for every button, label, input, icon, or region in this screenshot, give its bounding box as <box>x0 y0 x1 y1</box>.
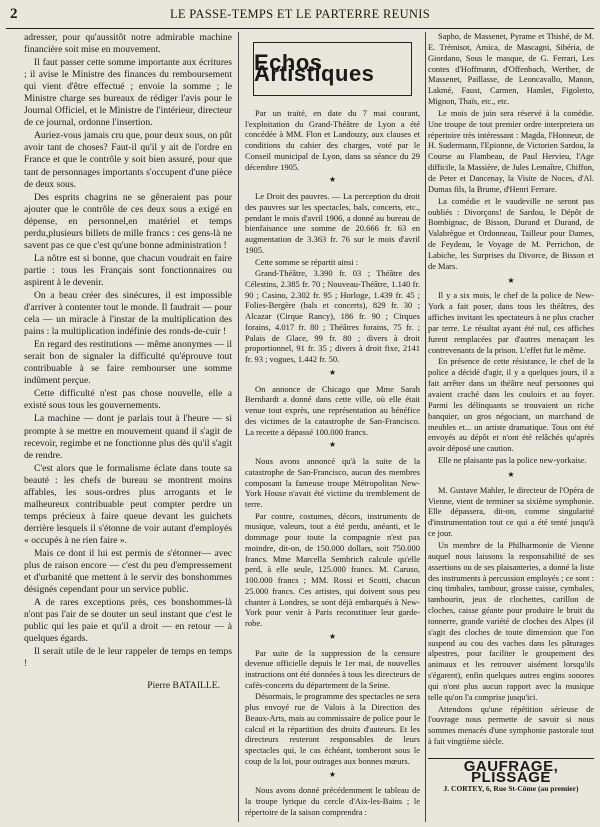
paragraph: Grand-Théâtre, 3.390 fr. 03 ; Théâtre des Célestins, 2.385 fr. 70 ; Nouveau-Théâtre, 1.140 fr. 90 ; Casino, 2.302 fr. 95 ; Horloge, 1.439 fr. 45 ; Folies-Bergère (bals et concerts), 829 fr. 30 ; Alcazar (Cirque Rancy), 186 fr. 90 ; Cirques forains, 4.017 fr. 80 ; Théâtres forains, 75 fr. ; Palais de Glace, 99 fr. 80 ; divers à droit proportionnel, 91 fr. 35 ; divers à droit fixe, 2141 fr. 93 ; vogues, 1.442 fr. 50. <box>245 268 420 365</box>
paragraph: Désormais, le programme des spectacles ne sera plus envoyé rue de Valois à la Direction des Beaux-Arts, mais au commissaire de police pour le calcul et la répartition des droits d'auteurs. Et les directeurs resteront responsables de leurs spectacles qui, le cas échéant, tomberont sous le coup de la loi, pour outrages aux bonnes mœurs. <box>245 691 420 766</box>
ad-subtitle: J. CORTEY, 6, Rue St-Côme (au premier) <box>443 783 579 793</box>
paragraph: C'est alors que le formalisme éclate dans toute sa beauté : les chefs de bureau se montrent moins affables, les sous-ordres plus arrogants et le malheureux contribuable peut compter perdre un temps précieux à faire queue devant les guichets derrière lesquels il s'étonne de voir autant d'employés « occupés à ne rien faire ». <box>24 462 232 546</box>
paragraph: Nous avons donné précédemment le tableau de la troupe lyrique du cercle d'Aix-les-Bains ; le répertoire de la saison comprendra : <box>245 785 420 817</box>
separator-star-icon: ★ <box>507 469 515 479</box>
running-title: LE PASSE-TEMPS ET LE PARTERRE REUNIS <box>170 7 430 21</box>
paragraph: Le Droit des pauvres. — La perception du droit des pauvres sur les spectacles, bals, concerts, etc., pendant le mois d'avril 1906, a donné au bureau de bienfaisance une somme de 20.666 fr. 63 en augmentation de 3.363 fr. 76 sur le mois d'avril 1905. <box>245 191 420 255</box>
paragraph: Il faut passer cette somme importante aux écritures ; il avise le Ministre des finances du remboursement qui vient d'être effectué ; envoie la somme ; le Ministre charge ses bureaux de rédiger l'avis pour le Journal Officiel, et le Ministre de l'intérieur, directeur de ce journal, ordonne l'insertion. <box>24 57 232 129</box>
paragraph: Il serait utile de le leur rappeler de temps en temps ! <box>24 646 232 670</box>
separator-star-icon: ★ <box>328 769 337 779</box>
author-signature: Pierre BATAILLE. <box>147 680 220 692</box>
paragraph: On annonce de Chicago que Mme Sarah Bernhardt a donné dans cette ville, où elle était venue tout exprès, une représentation au bénéfice des victimes de la catastrophe de San-Francisco. La recette a dépassé 100.000 francs. <box>245 383 420 437</box>
separator-star-icon: ★ <box>328 631 337 641</box>
paragraph: Par contre, costumes, décors, instruments de musique, valeurs, tout a été perdu, anéanti, et le dommage pour toute la compagnie n'est pas moindre, dit-on, de 150.000 dollars, soit 750.000 francs. Mme Marcella Sembrich calcule qu'elle perd, à elle seule, 125.000 francs. M. Caruso, 100.000 francs ; MM. Rossi et Scotti, chacun 25.000 francs. Ces artistes, qui doivent sous peu chanter à Londres, se sont déjà embarqués à New-York pour venir à Paris reconstituer leur garde-robe. <box>245 510 420 629</box>
column-editorial <box>24 32 232 692</box>
paragraph: La comédie et le vaudeville ne seront pas oubliés : Divorçons! de Sardou, le Dépôt de Bombignac, de Bisson, Durand et Durand, de Valabrègue et Ordonneau, Tailleur pour Dames, de Feydeau, le Voyage de M. Perrichon, de Labiche, les Surprises du Divorce, de Bisson et de Mars. <box>428 196 594 271</box>
separator-star-icon: ★ <box>328 440 337 450</box>
paragraph: En regard des restitutions — même anonymes — il serait bon de signaler la difficulté qu'éprouve tout contribuable à se faire rembourser une somme indûment perçue. <box>24 339 232 387</box>
paragraph: Auriez-vous jamais cru que, pour deux sous, on pût avoir tant de choses? Faut-il qu'il y ait de l'ordre en France et que le contrôle y soit bien assuré, pour que tant de personnages importants s'occupent d'une pièce de deux sous. <box>24 130 232 190</box>
paragraph: La machine — dont je parlais tout à l'heure — si prompte à se mettre en mouvement quand il s'agit de recevoir, regimbe et ne fonctionne plus dès qu'il s'agit de rendre. <box>24 413 232 461</box>
separator-star-icon: ★ <box>328 175 337 185</box>
paragraph: En présence de cette résistance, le chef de la police a décidé d'agir, il y a quelques jours, il a fait arrêter dans un théâtre neuf personnes qui avaient craché dans les couloirs et au foyer. Parmi les délinquants se trouvaient un riche banquier, un gros négociant, un marchand de meubles et... un artiste dramatique. Tous ont été envoyés au dépôt et n'ont été relâchés qu'après avoir déposé une caution. <box>428 357 594 454</box>
page-number: 2 <box>10 6 18 22</box>
column-continued <box>428 32 594 795</box>
separator-star-icon: ★ <box>328 367 337 377</box>
paragraph: Il y a six mois, le chef de la police de New-York a fait poser, dans tous les théâtres, des affiches invitant les spectateurs à ne plus cracher par terre. Le résultat ayant été nul, ces affiches furent remplacées par d'autres menaçant les contrevenants de la prison. L'effet fut le même. <box>428 291 594 355</box>
paragraph: Elle ne plaisante pas la police new-yorkaise. <box>438 456 587 466</box>
paragraph: Le mois de juin sera réservé à la comédie. Une troupe de tout premier ordre interpretera un répertoire très intéressant : Magda, l'Honneur, de H. Sudermann, l'Epionne, de Victorien Sardou, la Course au Flambeau, de Paul Hervieu, l'Age difficile, la Massière, de Jules Lemaître, Chiffon, de Peter et Dancenay, la Visite de Noces, d'Al. Dumas fils, la Brume, d'Henri Ferrare. <box>428 108 594 194</box>
paragraph: On a beau créer des sinécures, il est impossible d'arriver à contenter tout le monde. Il faudrait — pour cela — un miracle à l'instar de la multiplication des pains : la multiplication indéfinie des ronds-de-cuir ! <box>24 289 232 338</box>
paragraph: A de rares exceptions près, ces bonshommes-là n'ont pas l'air de se douter un seul instant que c'est le public qui les paie et qu'il a droit — en retour — à quelques égards. <box>24 597 232 645</box>
column-rule <box>238 32 239 822</box>
paragraph: Par un traité, en date du 7 mai courant, l'exploitation du Grand-Théâtre de Lyon a été concédée à MM. Flon et Landouzy, aux clauses et conditions du cahier des charges, voté par le Conseil municipal de Lyon, dans sa séance du 29 décembre 1905. <box>245 108 420 172</box>
column-echos <box>245 32 420 819</box>
paragraph: adresser, pour qu'aussitôt notre admirable machine financière soit mise en mouvement. <box>24 32 232 56</box>
page-header <box>6 4 594 29</box>
paragraph: La nôtre est si bonne, que chacun voudrait en faire partie : tous les Français sont fonctionnaires ou aspirent à le devenir. <box>24 252 232 288</box>
paragraph: Cette difficulté n'est pas chose nouvelle, elle a existé sous tous les gouvernements. <box>24 388 232 412</box>
paragraph: Par suite de la suppression de la censure devenue officielle depuis le 1er mai, de nouvelles instructions ont été données à tous les directeurs de cafés-concerts du département de la Seine. <box>245 647 420 690</box>
paragraph: Des esprits chagrins ne se gêneraient pas pour ajouter que le contrôle de ces deux sous a exigé en dépense, en personnel,en matériel et temps perdu,plusieurs billets de mille francs : ces gens-là ne savent pas ce que c'est qu'une bonne administration ! <box>24 191 232 251</box>
paragraph: M. Gustave Mahler, le directeur de l'Opéra de Vienne, vient de terminer sa sixième symphonie. Elle dépassera, dit-on, comme singularité d'instrumentation tout ce qui a été tenté jusqu'à ce jour. <box>428 485 594 539</box>
ad-title: GAUFRAGE, PLISSAGE <box>463 758 559 786</box>
section-title: Echos Artistiques <box>253 42 412 96</box>
paragraph: Cette somme se répartit ainsi : <box>255 256 359 267</box>
paragraph: Sapho, de Massenet, Pyrame et Thisbé, de M. E. Trémisot, Amica, de Mascagni, Sibéria, de Giordano, Sous le masque, de G. Ferrari, Les contes d'Hoffmann, d'Offenbach, Werther, de Massenet, Paillasse, de Leoncavallo, Manon, Lakmé, Faust, Carmen, Hamlet, Figoletto, Mignon, Thaïs, etc., etc. <box>428 32 594 107</box>
paragraph: Attendons qu'une répétition sérieuse de l'ouvrage nous permette de savoir si nous sommes menacés d'une symphonie pastorale tout à fait vingtième siècle. <box>428 704 594 747</box>
paragraph: Mais ce dont il lui est permis de s'étonner— avec plus de raison encore — c'est du peu d'empressement et d'urbanité que mettent à le servir des bonshommes désignés cependant pour un service public. <box>24 547 232 596</box>
column-rule <box>425 32 426 822</box>
paragraph: Un membre de la Philharmonie de Vienne auquel nous laissons la responsabilité de ses assertions ou de ses plaisanteries, a donné la liste des instruments à percussion employés ; ce sont : cinq timbales, tambour, grosse caisse, cymbales, tambourin, jeux de clochettes, carillon de cloches, caisse géante pour produire le bruit du tonnerre, grande variété de cloches des Alpes (il s'agit des cloches de toute dimension que l'on suspend au cou des vaches dans les pâturages alpestres, pour faciliter le groupement des animaux et les retrouver aisément lorsqu'ils s'égarent), enfin quelques autres engins sonores qui n'ont plus aucun rapport avec la musique telle qu'on l'a comprise jusqu'ici. <box>428 540 594 702</box>
paragraph: Nous avons annoncé qu'à la suite de la catastrophe de San-Francisco, aucun des membres composant la fameuse troupe Métropolitan New-York House n'avait été victime du tremblement de terre. <box>245 456 420 509</box>
separator-star-icon: ★ <box>507 275 515 285</box>
advertisement <box>428 758 594 795</box>
